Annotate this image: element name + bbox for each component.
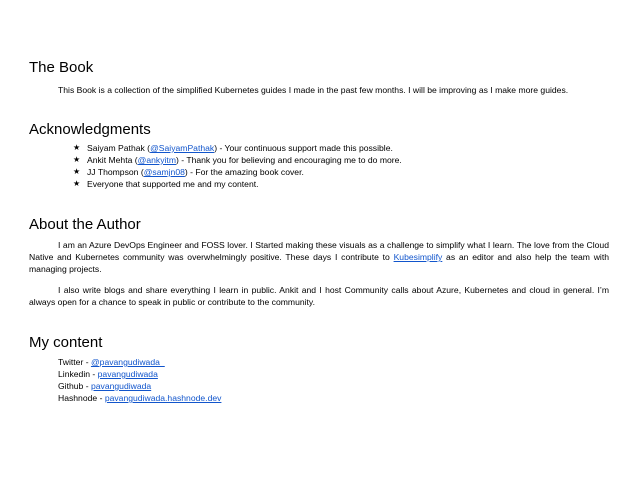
acknowledgments-list [73,142,402,190]
github-link[interactable]: pavangudiwada [90,381,152,391]
author-text-pre: I am an Azure DevOps Engineer and FOSS lover. I Started making these visuals as a challenge to simplify what I learn. The love from the Cloud Native and Kubernetes community was overwhelmingly positive. These days I contribute to [29,240,609,262]
book-description: This Book is a collection of the simplified Kubernetes guides I made in the past few months. I will be improving as I make more guides. [58,85,569,95]
acknowledgment-item [73,166,402,178]
ack-text-pre: Ankit Mehta ( [87,155,138,165]
star-icon: ★ [73,179,81,188]
content-item-twitter [58,356,221,368]
acknowledgment-item [73,178,402,190]
content-label: Twitter - [58,357,91,367]
acknowledgments-heading: Acknowledgments [29,121,151,138]
ack-text-post: ) - For the amazing book cover. [184,167,304,177]
ack-text-post: ) - Your continuous support made this possible. [214,143,393,153]
ack-link-saiyam[interactable]: @SaiyamPathak [150,143,215,153]
kubesimplify-link[interactable]: Kubesimplify [393,252,443,262]
hashnode-link[interactable]: pavangudiwada.hashnode.dev [104,393,222,403]
ack-link-jj[interactable]: @samjn08 [143,167,185,177]
content-item-linkedin [58,368,221,380]
content-label: Linkedin - [58,369,98,379]
star-icon: ★ [73,155,81,164]
acknowledgment-item [73,154,402,166]
content-label: Hashnode - [58,393,105,403]
star-icon: ★ [73,143,81,152]
content-item-github [58,380,221,392]
ack-text-pre: JJ Thompson ( [87,167,144,177]
author-paragraph-1 [29,239,609,275]
star-icon: ★ [73,167,81,176]
linkedin-link[interactable]: pavangudiwada [97,369,158,379]
author-paragraph-2: I also write blogs and share everything I learn in public. Ankit and I host Community calls about Azure, Kubernetes and cloud in general. I’m always open for a chance to speak in public or contribute to the community. [29,285,609,307]
content-label: Github - [58,381,91,391]
ack-text-pre: Everyone that supported me and my content. [87,179,259,189]
author-text-post: as an editor and also help the team with managing projects. [29,252,609,274]
content-heading: My content [29,334,103,351]
ack-text-post: ) - Thank you for believing and encouraging me to do more. [175,155,402,165]
acknowledgment-item [73,142,402,154]
content-item-hashnode [58,392,221,404]
twitter-link[interactable]: @pavangudiwada_ [90,357,165,367]
content-list [58,356,221,404]
book-heading: The Book [29,59,94,76]
ack-text-pre: Saiyam Pathak ( [87,143,151,153]
author-heading: About the Author [29,216,141,233]
ack-link-ankit[interactable]: @ankyitm [137,155,176,165]
